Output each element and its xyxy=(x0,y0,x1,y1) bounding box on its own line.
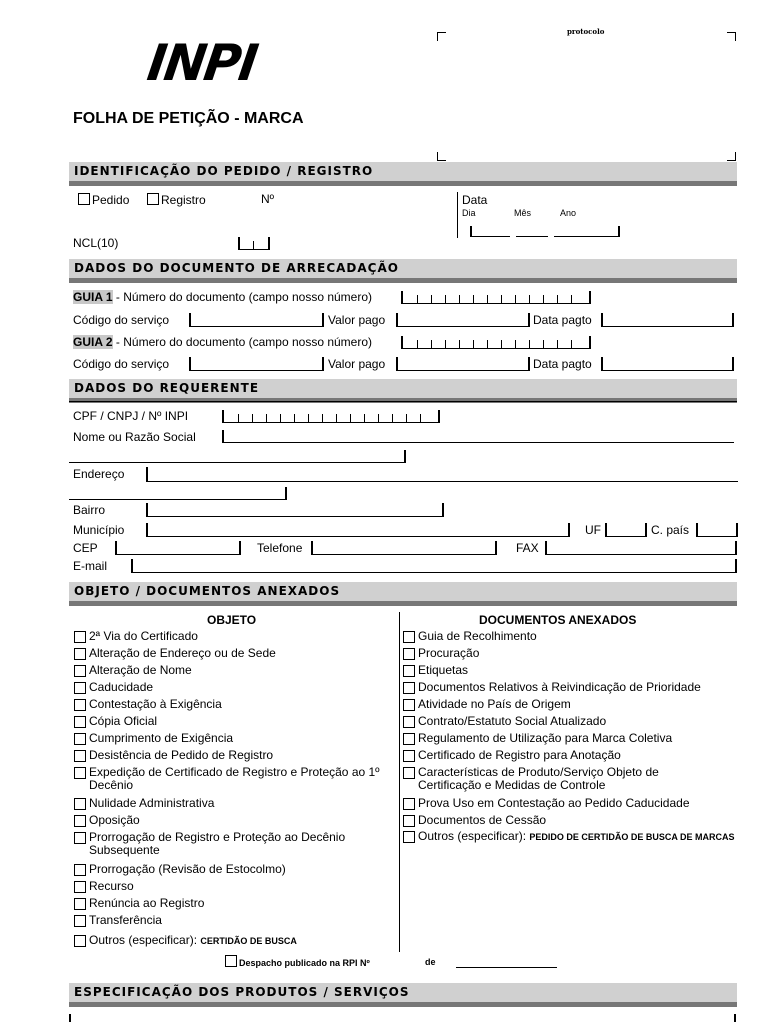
bairro-label: Bairro xyxy=(73,503,106,517)
objeto-item-checkbox[interactable]: Alteração de Endereço ou de Sede xyxy=(74,647,392,660)
documentos-item-checkbox[interactable]: Atividade no País de Origem xyxy=(403,698,723,711)
ncl-field[interactable] xyxy=(238,237,270,250)
email-field[interactable] xyxy=(131,559,737,573)
objeto-item-checkbox[interactable]: 2ª Via do Certificado xyxy=(74,630,392,643)
bairro-field[interactable] xyxy=(146,503,444,517)
guia2-valor-field[interactable] xyxy=(396,357,530,371)
uf-field[interactable] xyxy=(605,523,647,537)
section-arrecadacao: DADOS DO DOCUMENTO DE ARRECADAÇÃO xyxy=(69,259,737,283)
protocol-corner-br xyxy=(727,152,736,161)
objeto-item-checkbox[interactable]: Oposição xyxy=(74,814,392,827)
guia2-codigo-label: Código do serviço xyxy=(73,357,170,371)
numero-label: Nº xyxy=(261,192,275,206)
guia1-label: GUIA 1 - Número do documento (campo nosso número) xyxy=(73,290,373,304)
objeto-item-checkbox[interactable]: Prorrogação de Registro e Proteção ao Decênio Subsequente xyxy=(74,831,392,857)
guia1-data-label: Data pagto xyxy=(533,313,592,327)
page-title: FOLHA DE PETIÇÃO - MARCA xyxy=(73,110,304,127)
ncl-label: NCL(10) xyxy=(73,236,119,250)
ano-label: Ano xyxy=(560,208,577,218)
telefone-field[interactable] xyxy=(311,541,497,555)
guia1-codigo-field[interactable] xyxy=(189,313,324,327)
inpi-logo: INPI xyxy=(143,34,260,92)
mes-label: Mês xyxy=(514,208,532,218)
dia-label: Dia xyxy=(462,208,476,218)
protocol-label: protocolo xyxy=(567,27,605,36)
guia2-valor-label: Valor pago xyxy=(328,357,386,371)
objeto-item-checkbox[interactable]: Prorrogação (Revisão de Estocolmo) xyxy=(74,863,392,876)
requerente-divider xyxy=(69,401,737,402)
cpf-field[interactable] xyxy=(222,410,440,423)
municipio-field[interactable] xyxy=(146,523,570,537)
data-label: Data xyxy=(462,193,488,207)
objeto-heading: OBJETO xyxy=(207,613,257,627)
date-divider xyxy=(457,192,458,238)
nome-field[interactable] xyxy=(222,430,734,443)
objeto-item-checkbox[interactable]: Alteração de Nome xyxy=(74,664,392,677)
guia2-codigo-field[interactable] xyxy=(189,357,324,371)
objeto-item-checkbox[interactable]: Nulidade Administrativa xyxy=(74,797,392,810)
objeto-item-checkbox[interactable]: Expedição de Certificado de Registro e Proteção ao 1º Decênio xyxy=(74,766,392,792)
section-identificacao: IDENTIFICAÇÃO DO PEDIDO / REGISTRO xyxy=(69,162,737,186)
email-label: E-mail xyxy=(73,559,108,573)
guia1-data-field[interactable] xyxy=(601,313,734,327)
fax-field[interactable] xyxy=(545,541,737,555)
objeto-item-checkbox[interactable]: Renúncia ao Registro xyxy=(74,897,392,910)
documentos-item-checkbox[interactable]: Documentos Relativos à Reivindicação de Prioridade xyxy=(403,681,723,694)
despacho-de-label: de xyxy=(425,957,436,967)
documentos-item-checkbox[interactable]: Procuração xyxy=(403,647,723,660)
endereco-field[interactable] xyxy=(146,467,738,482)
guia1-valor-field[interactable] xyxy=(396,313,530,327)
dia-field[interactable] xyxy=(470,226,510,237)
despacho-date-field[interactable] xyxy=(456,967,557,968)
cpais-label: C. país xyxy=(651,523,690,537)
documentos-item-checkbox[interactable]: Contrato/Estatuto Social Atualizado xyxy=(403,715,723,728)
objeto-item-checkbox[interactable]: Contestação à Exigência xyxy=(74,698,392,711)
documentos-item-checkbox[interactable]: Prova Uso em Contestação ao Pedido Caducidade xyxy=(403,797,723,810)
guia1-valor-label: Valor pago xyxy=(328,313,386,327)
guia2-numero-field[interactable] xyxy=(401,336,591,349)
protocol-corner-tr xyxy=(727,32,736,41)
cep-label: CEP xyxy=(73,541,98,555)
mes-field[interactable] xyxy=(516,236,548,237)
objeto-item-checkbox[interactable]: Cópia Oficial xyxy=(74,715,392,728)
endereco-label: Endereço xyxy=(73,467,125,481)
guia2-label: GUIA 2 - Número do documento (campo nosso número) xyxy=(73,335,373,349)
cpf-label: CPF / CNPJ / Nº INPI xyxy=(73,409,189,423)
objeto-item-checkbox[interactable]: Desistência de Pedido de Registro xyxy=(74,749,392,762)
objeto-outros-checkbox[interactable]: Outros (especificar): CERTIDÃO DE BUSCA xyxy=(74,934,394,948)
section-objeto: OBJETO / DOCUMENTOS ANEXADOS xyxy=(69,582,737,606)
protocol-corner-bl xyxy=(437,152,446,161)
guia2-data-label: Data pagto xyxy=(533,357,592,371)
ano-field[interactable] xyxy=(554,226,620,237)
objeto-item-checkbox[interactable]: Caducidade xyxy=(74,681,392,694)
section-requerente: DADOS DO REQUERENTE xyxy=(69,379,737,403)
guia2-data-field[interactable] xyxy=(601,357,734,371)
objeto-item-checkbox[interactable]: Cumprimento de Exigência xyxy=(74,732,392,745)
telefone-label: Telefone xyxy=(257,541,303,555)
especificacao-box-right xyxy=(734,1014,736,1022)
protocol-corner-tl xyxy=(437,32,446,41)
nome-field-line2[interactable] xyxy=(69,450,406,463)
especificacao-box-left xyxy=(69,1014,71,1022)
documentos-item-checkbox[interactable]: Regulamento de Utilização para Marca Coletiva xyxy=(403,732,723,745)
documentos-item-checkbox[interactable]: Características de Produto/Serviço Objeto de Certificação e Medidas de Controle xyxy=(403,766,723,792)
endereco-field-line2[interactable] xyxy=(69,487,287,500)
documentos-outros-checkbox[interactable]: Outros (especificar): PEDIDO DE CERTIDÃO DE BUSCA DE MARCAS xyxy=(403,830,737,844)
documentos-heading: DOCUMENTOS ANEXADOS xyxy=(479,613,637,627)
documentos-item-checkbox[interactable]: Certificado de Registro para Anotação xyxy=(403,749,723,762)
objeto-item-checkbox[interactable]: Recurso xyxy=(74,880,392,893)
despacho-checkbox[interactable]: Despacho publicado na RPI Nº xyxy=(225,955,370,968)
municipio-label: Município xyxy=(73,523,125,537)
cep-field[interactable] xyxy=(115,541,241,555)
documentos-item-checkbox[interactable]: Etiquetas xyxy=(403,664,723,677)
pedido-checkbox[interactable]: Pedido xyxy=(78,193,129,207)
documentos-item-checkbox[interactable]: Guia de Recolhimento xyxy=(403,630,723,643)
objeto-column-divider xyxy=(399,612,400,952)
registro-checkbox[interactable]: Registro xyxy=(147,193,206,207)
section-especificacao: ESPECIFICAÇÃO DOS PRODUTOS / SERVIÇOS xyxy=(69,983,737,1007)
guia1-numero-field[interactable] xyxy=(401,291,591,304)
nome-label: Nome ou Razão Social xyxy=(73,430,196,444)
cpais-field[interactable] xyxy=(696,523,738,537)
objeto-item-checkbox[interactable]: Transferência xyxy=(74,914,392,927)
guia1-codigo-label: Código do serviço xyxy=(73,313,170,327)
documentos-item-checkbox[interactable]: Documentos de Cessão xyxy=(403,814,723,827)
uf-label: UF xyxy=(585,523,601,537)
fax-label: FAX xyxy=(516,541,539,555)
